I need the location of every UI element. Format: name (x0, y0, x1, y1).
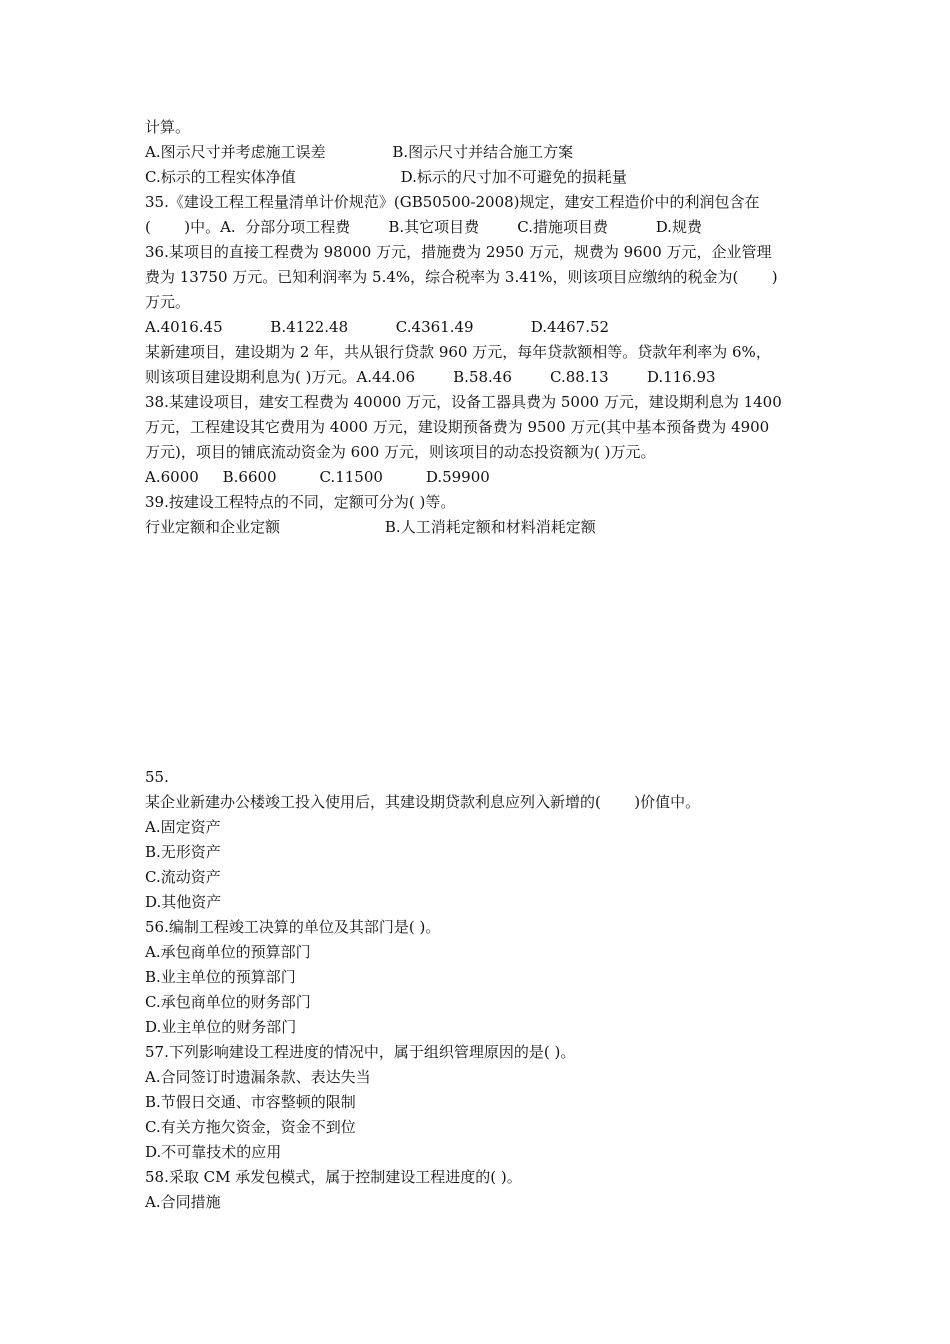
text-line: 万元，工程建设其它费用为 4000 万元，建设期预备费为 9500 万元(其中基本预备费为 4900 (145, 418, 770, 436)
text-line: 万元)，项目的铺底流动资金为 600 万元，则该项目的动态投资额为( )万元。 (145, 443, 656, 461)
text-line: A.6000 B.6600 C.11500 D.59900 (145, 468, 490, 486)
text-line: 39.按建设工程特点的不同，定额可分为( )等。 (145, 493, 456, 511)
text-line: 55. (145, 768, 169, 786)
text-line: B.无形资产 (145, 843, 221, 861)
text-line: 费为 13750 万元。已知利润率为 5.4%，综合税率为 3.41%，则该项目应缴纳的税金为( ) (145, 268, 778, 286)
text-line: B.业主单位的预算部门 (145, 968, 296, 986)
text-line: A.合同签订时遗漏条款、表达失当 (145, 1068, 371, 1086)
text-line: 某新建项目，建设期为 2 年，共从银行贷款 960 万元，每年贷款额相等。贷款年利率为 6%， (145, 343, 771, 361)
text-line: C.承包商单位的财务部门 (145, 993, 311, 1011)
text-line: A.合同措施 (145, 1193, 221, 1211)
text-line: 万元。 (145, 293, 191, 311)
text-line: D.业主单位的财务部门 (145, 1018, 297, 1036)
text-line: ( )中。A. 分部分项工程费 B.其它项目费 C.措施项目费 D.规费 (145, 218, 702, 236)
text-line: C.有关方拖欠资金，资金不到位 (145, 1118, 356, 1136)
text-line: A.固定资产 (145, 818, 221, 836)
text-line: 36.某项目的直接工程费为 98000 万元，措施费为 2950 万元，规费为 9600 万元，企业管理 (145, 243, 772, 261)
text-line: C.标示的工程实体净值 D.标示的尺寸加不可避免的损耗量 (145, 168, 627, 186)
text-line: 58.采取 CM 承发包模式，属于控制建设工程进度的( )。 (145, 1168, 522, 1186)
text-line: D.不可靠技术的应用 (145, 1143, 282, 1161)
text-line: 某企业新建办公楼竣工投入使用后，其建设期贷款利息应列入新增的( )价值中。 (145, 793, 701, 811)
text-line: C.流动资产 (145, 868, 221, 886)
text-line: 35.《建设工程工程量清单计价规范》(GB50500-2008)规定，建安工程造价中的利润包含在 (145, 193, 760, 211)
text-line: 则该项目建设期利息为( )万元。A.44.06 B.58.46 C.88.13 D.116.93 (145, 368, 716, 386)
text-line: B.节假日交通、市容整顿的限制 (145, 1093, 356, 1111)
text-line: 57.下列影响建设工程进度的情况中，属于组织管理原因的是( )。 (145, 1043, 576, 1061)
text-line: 行业定额和企业定额 B.人工消耗定额和材料消耗定额 (145, 518, 596, 536)
text-line: A.图示尺寸并考虑施工误差 B.图示尺寸并结合施工方案 (145, 143, 574, 161)
text-line: 56.编制工程竣工决算的单位及其部门是( )。 (145, 918, 441, 936)
text-line: A.承包商单位的预算部门 (145, 943, 311, 961)
text-line: D.其他资产 (145, 893, 222, 911)
text-line: 38.某建设项目，建安工程费为 40000 万元，设备工器具费为 5000 万元，建设期利息为 1400 (145, 393, 782, 411)
text-line: A.4016.45 B.4122.48 C.4361.49 D.4467.52 (145, 318, 610, 336)
text-line: 计算。 (145, 118, 191, 136)
